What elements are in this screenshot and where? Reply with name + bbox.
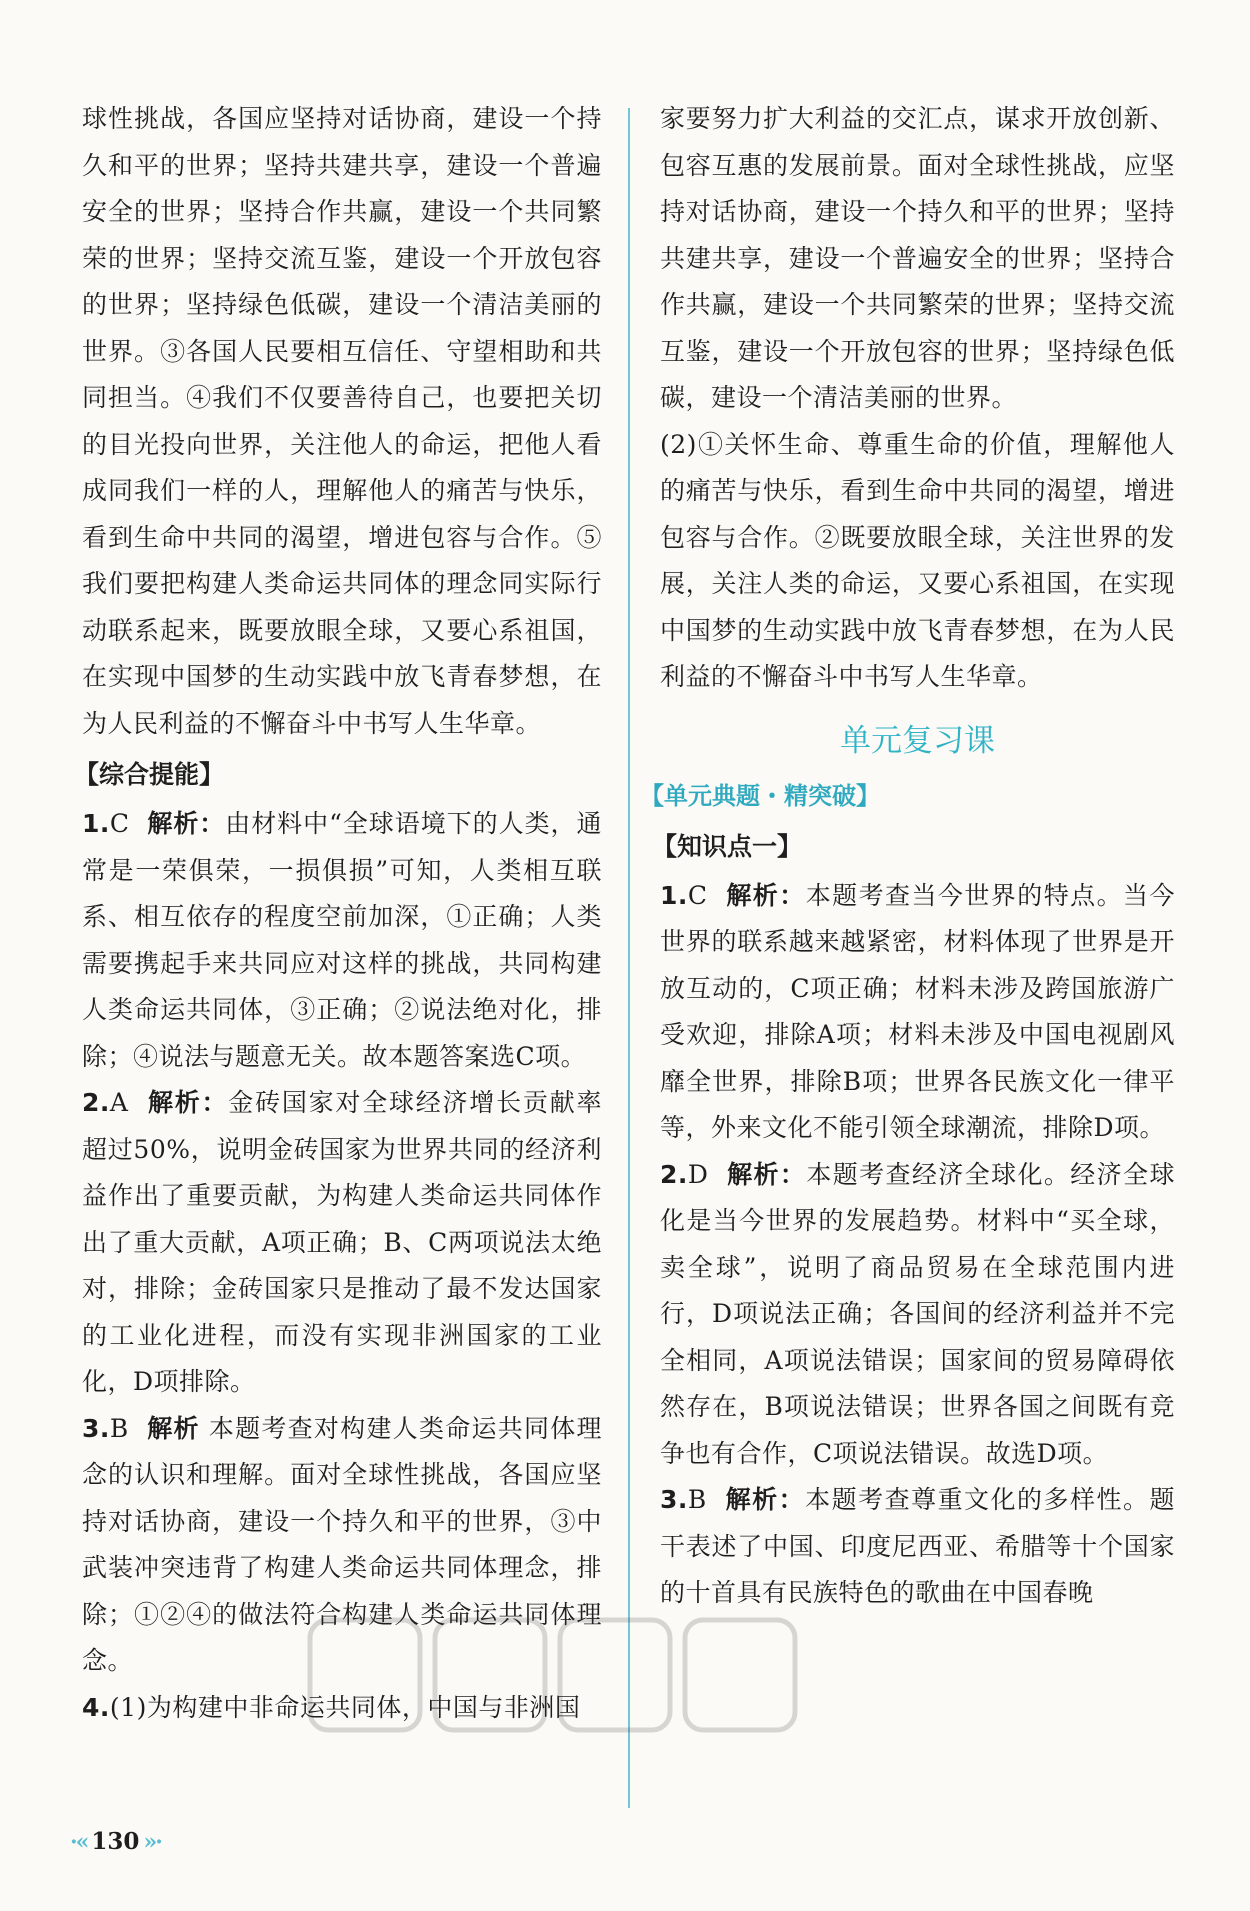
typical-questions-heading: 【单元典题・精突破】 [640, 781, 880, 810]
answer-letter: A [109, 1088, 129, 1117]
right-column [640, 96, 1175, 1617]
left-column [74, 96, 602, 1731]
question-4-part-2: (2)①关怀生命、尊重生命的价值，理解他人的痛苦与快乐，看到生命中共同的渴望，增进包容与合作。②既要放眼全球，关注世界的发展，关注人类的命运，又要心系祖国，在实现中国梦的生动实践中放飞青春梦想，在为人民利益的不懈奋斗中书写人生华章。 [660, 429, 1175, 691]
question-1 [82, 801, 602, 1080]
question-number: 1. [660, 880, 688, 910]
analysis-text: 本题考查当今世界的特点。当今世界的联系越来越紧密，材料体现了世界是开放互动的，C项正确；材料未涉及跨国旅游广受欢迎，排除A项；材料未涉及中国电视剧风靡全世界，排除B项；世界各民族文化一律平等，外来文化不能引领全球潮流，排除D项。 [660, 880, 1175, 1142]
answer-letter: B [687, 1485, 707, 1514]
answer-letter: B [109, 1413, 129, 1443]
review-question-2 [660, 1152, 1175, 1478]
answer-letter: D [687, 1159, 709, 1189]
analysis-label: 解析： [727, 1159, 807, 1189]
unit-review-title: 单元复习课 [840, 722, 995, 759]
analysis-label: 解析： [147, 809, 226, 838]
page-number [70, 1828, 161, 1855]
question-number: 2. [660, 1159, 688, 1189]
left-continued-paragraph: 球性挑战，各国应坚持对话协商，建设一个持久和平的世界；坚持共建共享，建设一个普遍安全的世界；坚持合作共赢，建设一个共同繁荣的世界；坚持交流互鉴，建设一个开放包容的世界；坚持绿色低碳，建设一个清洁美丽的世界。③各国人民要相互信任、守望相助和共同担当。④我们不仅要善待自己，也要把关切的目光投向世界，关注他人的命运，把他人看成同我们一样的人，理解他人的痛苦与快乐，看到生命中共同的渴望，增进包容与合作。⑤我们要把构建人类命运共同体的理念同实际行动联系起来，既要放眼全球，又要心系祖国，在实现中国梦的生动实践中放飞青春梦想，在为人民利益的不懈奋斗中书写人生华章。 [82, 104, 602, 738]
analysis-label: 解析： [726, 880, 806, 910]
answer-letter: C [109, 809, 130, 838]
analysis-text: 本题考查对构建人类命运共同体理念的认识和理解。面对全球性挑战，各国应坚持对话协商，建设一个持久和平的世界，③中武装冲突违背了构建人类命运共同体理念，排除；①②④的做法符合构建人类命运共同体理念。 [82, 1413, 602, 1675]
analysis-text: 本题考查尊重文化的多样性。题干表述了中国、印度尼西亚、希腊等十个国家的十首具有民族特色的歌曲在中国春晚 [660, 1485, 1175, 1607]
answer-text: (1)为构建中非命运共同体，中国与非洲国 [109, 1692, 581, 1722]
review-question-3 [660, 1477, 1175, 1617]
page-number-value: 130 [91, 1828, 140, 1855]
analysis-text: 本题考查经济全球化。经济全球化是当今世界的发展趋势。材料中“买全球，卖全球”，说明了商品贸易在全球范围内进行，D项说法正确；各国间的经济利益并不完全相同，A项说法错误；国家间的贸易障碍依然存在，B项说法错误；世界各国之间既有竞争也有合作，C项说法错误。故选D项。 [660, 1159, 1175, 1468]
watermark-logo [300, 1600, 820, 1750]
right-continued-paragraph: 家要努力扩大利益的交汇点，谋求开放创新、包容互惠的发展前景。面对全球性挑战，应坚持对话协商，建设一个持久和平的世界；坚持共建共享，建设一个普遍安全的世界；坚持合作共赢，建设一个共同繁荣的世界；坚持交流互鉴，建设一个开放包容的世界；坚持绿色低碳，建设一个清洁美丽的世界。 [660, 104, 1175, 412]
knowledge-point-heading: 【知识点一】 [652, 831, 803, 861]
answer-letter: C [687, 880, 708, 910]
analysis-text: 由材料中“全球语境下的人类，通常是一荣俱荣，一损俱损”可知，人类相互联系、相互依存的程度空前加深，①正确；人类需要携起手来共同应对这样的挑战，共同构建人类命运共同体，③正确；②说法绝对化，排除；④说法与题意无关。故本题答案选C项。 [82, 809, 602, 1071]
question-number: 4. [82, 1692, 110, 1722]
question-2 [82, 1080, 602, 1406]
question-number: 3. [660, 1485, 688, 1514]
dots-decoration-right: »· [143, 1828, 161, 1855]
question-number: 2. [82, 1088, 110, 1117]
analysis-label: 解析： [725, 1485, 806, 1514]
section-heading-comprehensive: 【综合提能】 [74, 760, 225, 789]
review-question-1 [660, 873, 1175, 1152]
dots-decoration-left: ·« [70, 1828, 88, 1855]
analysis-text: 金砖国家对全球经济增长贡献率超过50%，说明金砖国家为世界共同的经济利益作出了重要贡献，为构建人类命运共同体作出了重大贡献，A项正确；B、C两项说法太绝对，排除；金砖国家只是推动了最不发达国家的工业化进程，而没有实现非洲国家的工业化，D项排除。 [82, 1088, 602, 1396]
analysis-label: 解析 [147, 1413, 200, 1443]
question-number: 3. [82, 1413, 110, 1443]
analysis-label: 解析： [147, 1088, 229, 1117]
column-divider [628, 108, 630, 1808]
question-number: 1. [82, 809, 110, 838]
